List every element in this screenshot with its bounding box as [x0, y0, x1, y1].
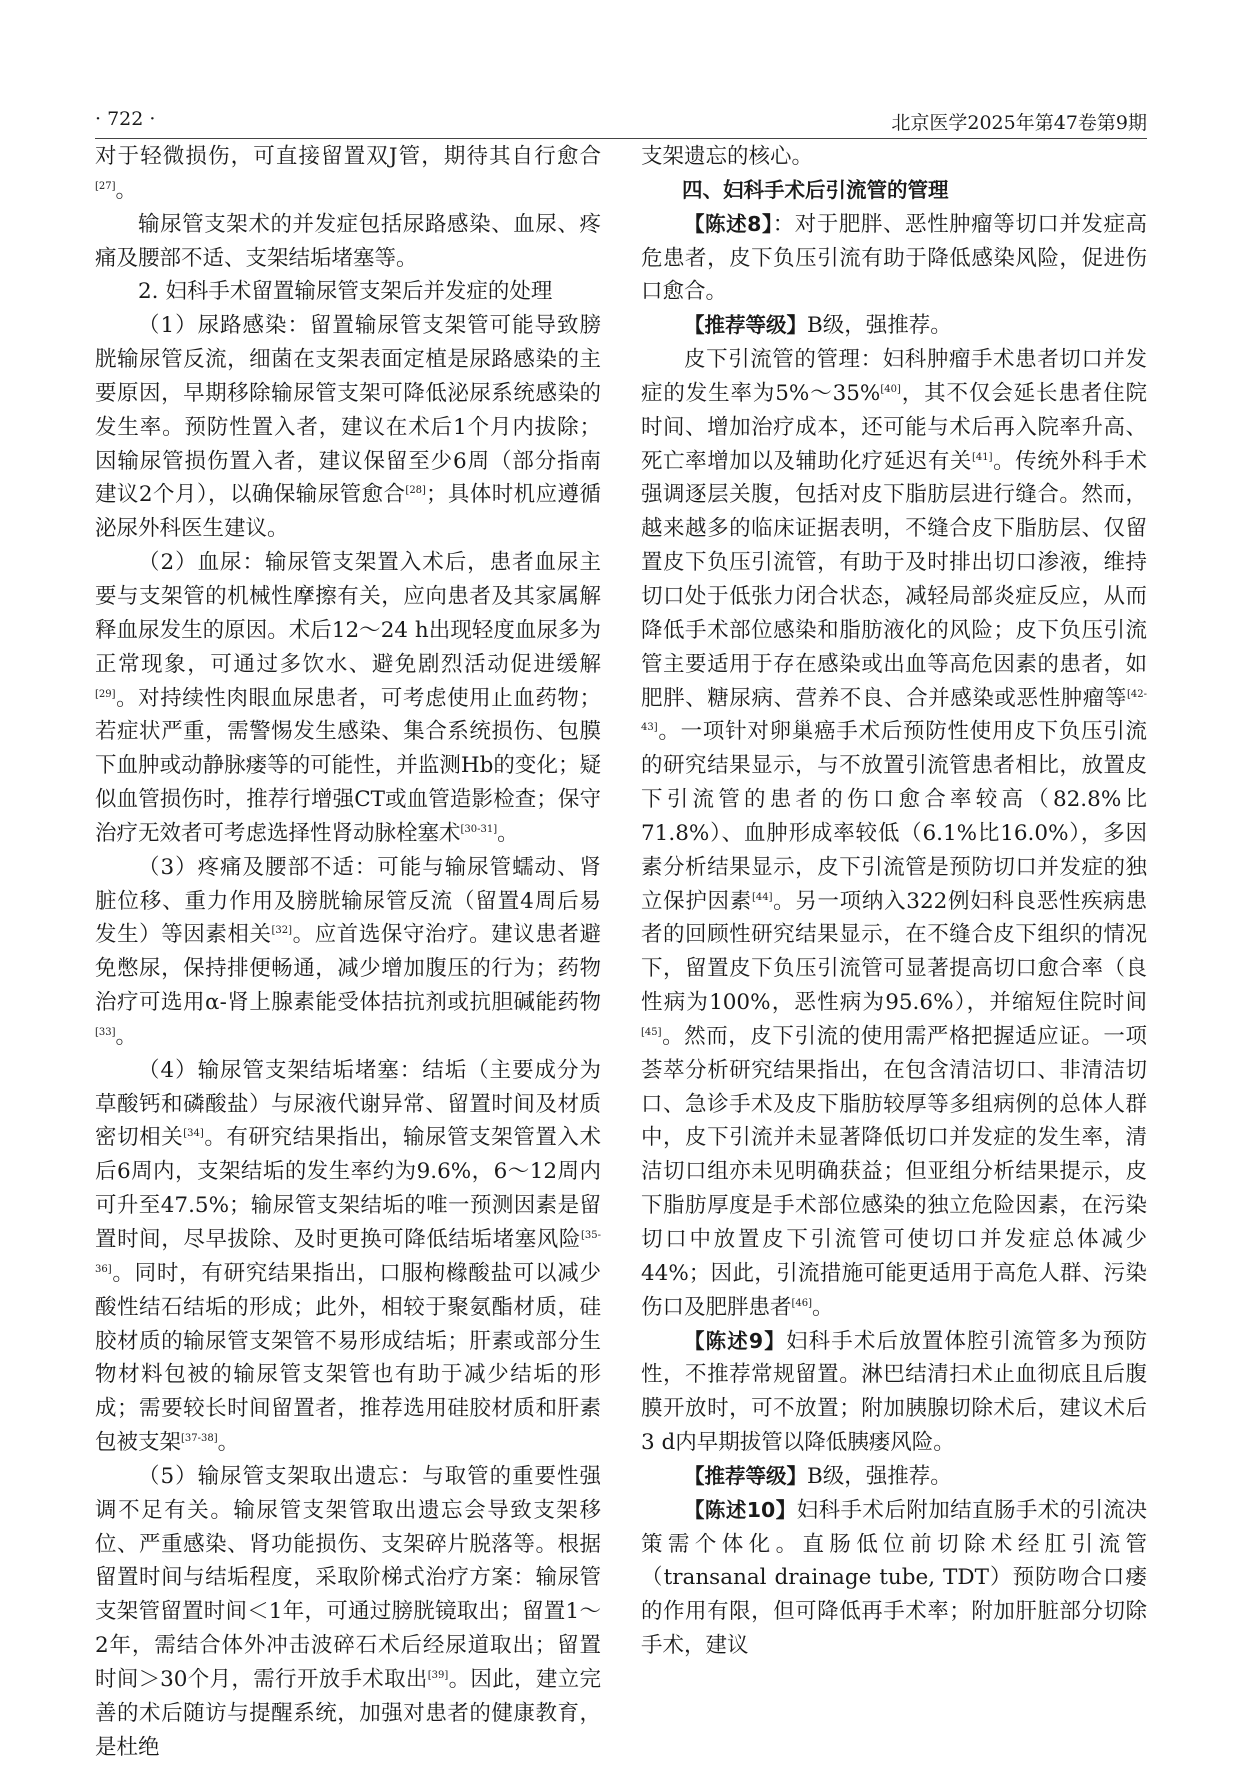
citation: [27]	[95, 180, 116, 192]
citation: [42-43]	[641, 688, 1147, 734]
running-header	[95, 104, 1147, 139]
paragraph: （4）输尿管支架结垢堵塞：结垢（主要成分为草酸钙和磷酸盐）与尿液代谢异常、留置时间及材质密切相关[34]。有研究结果指出，输尿管支架管置入术后6周内，支架结垢的发生率约为9.6%，6～12周内可升至47.5%；输尿管支架结垢的唯一预测因素是留置时间，尽早拔除、及时更换可降低结垢堵塞风险[35-36]。同时，有研究结果指出，口服枸橼酸盐可以减少酸性结石结垢的形成；此外，相较于聚氨酯材质，硅胶材质的输尿管支架管不易形成结垢；肝素或部分生物材料包被的输尿管支架管也有助于减少结垢的形成；需要较长时间留置者，推荐选用硅胶材质和肝素包被支架[37-38]。	[95, 1057, 601, 1456]
journal-title: 北京医学2025年第47卷第9期	[891, 112, 1147, 134]
statement-tag: 【陈述9】	[684, 1328, 786, 1353]
paragraph: （3）疼痛及腰部不适：可能与输尿管蠕动、肾脏位移、重力作用及膀胱输尿管反流（留置4周后易发生）等因素相关[32]。应首选保守治疗。建议患者避免憋尿，保持排便畅通，减少增加腹压的行为；药物治疗可选用α-肾上腺素能受体拮抗剂或抗胆碱能药物[33]。	[95, 854, 601, 1049]
citation: [46]	[791, 1297, 813, 1309]
paragraph: 皮下引流管的管理：妇科肿瘤手术患者切口并发症的发生率为5%～35%[40]，其不仅会延长患者住院时间、增加治疗成本，还可能与术后再入院率升高、死亡率增加以及辅助化疗延迟有关[41]。传统外科手术强调逐层关腹，包括对皮下脂肪层进行缝合。然而，越来越多的临床证据表明，不缝合皮下脂肪层、仅留置皮下负压引流管，有助于及时排出切口渗液，维持切口处于低张力闭合状态，减轻局部炎症反应，从而降低手术部位感染和脂肪液化的风险；皮下负压引流管主要适用于存在感染或出血等高危因素的患者，如肥胖、糖尿病、营养不良、合并感染或恶性肿瘤等[42-43]。一项针对卵巢癌手术后预防性使用皮下负压引流的研究结果显示，与不放置引流管患者相比，放置皮下引流管的患者的伤口愈合率较高（82.8%比71.8%）、血肿形成率较低（6.1%比16.0%），多因素分析结果显示，皮下引流管是预防切口并发症的独立保护因素[44]。另一项纳入322例妇科良恶性疾病患者的回顾性研究结果显示，在不缝合皮下组织的情况下，留置皮下负压引流管可显著提高切口愈合率（良性病为100%，恶性病为95.6%），并缩短住院时间[45]。然而，皮下引流的使用需严格把握适应证。一项荟萃分析研究结果指出，在包含清洁切口、非清洁切口、急诊手术及皮下脂肪较厚等多组病例的总体人群中，皮下引流并未显著降低切口并发症的发生率，清洁切口组亦未见明确获益；但亚组分析结果提示，皮下脂肪厚度是手术部位感染的独立危险因素，在污染切口中放置皮下引流管可使切口并发症总体减少44%；因此，引流措施可能更适用于高危人群、污染伤口及肥胖患者[46]。	[641, 347, 1147, 1320]
paragraph: （2）血尿：输尿管支架置入术后，患者血尿主要与支架管的机械性摩擦有关，应向患者及其家属解释血尿发生的原因。术后12～24 h出现轻度血尿多为正常现象，可通过多饮水、避免剧烈活动促进缓解[29]。对持续性肉眼血尿患者，可考虑使用止血药物；若症状严重，需警惕发生感染、集合系统损伤、包膜下血肿或动静脉瘘等的可能性，并监测Hb的变化；疑似血管损伤时，推荐行增强CT或血管造影检查；保守治疗无效者可考虑选择性肾动脉栓塞术[30-31]。	[95, 550, 601, 846]
citation: [44]	[751, 891, 773, 903]
paragraph: 对于轻微损伤，可直接留置双J管，期待其自行愈合[27]。	[95, 144, 601, 203]
left-column	[95, 140, 601, 1765]
statement-tag: 【陈述10】	[684, 1497, 797, 1522]
statement-9: 【陈述9】妇科手术后放置体腔引流管多为预防性，不推荐常规留置。淋巴结清扫术止血彻底且后腹膜开放时，可不放置；附加胰腺切除术后，建议术后3 d内早期拔管以降低胰瘘风险。	[641, 1328, 1147, 1456]
citation: [28]	[405, 485, 426, 497]
paragraph: （1）尿路感染：留置输尿管支架管可能导致膀胱输尿管反流，细菌在支架表面定植是尿路感染的主要原因，早期移除输尿管支架可降低泌尿系统感染的发生率。预防性置入者，建议在术后1个月内拔除；因输尿管损伤置入者，建议保留至少6周（部分指南建议2个月），以确保输尿管愈合[28]；具体时机应遵循泌尿外科医生建议。	[95, 313, 601, 542]
citation: [41]	[971, 451, 993, 463]
citation: [37-38]	[181, 1433, 218, 1445]
citation: [45]	[641, 1026, 662, 1038]
right-column	[641, 140, 1147, 1663]
statement-8: 【陈述8】：对于肥胖、恶性肿瘤等切口并发症高危患者，皮下负压引流有助于降低感染风险，促进伤口愈合。	[641, 211, 1147, 305]
citation: [29]	[95, 688, 116, 700]
citation: [34]	[183, 1128, 204, 1140]
citation: [32]	[271, 925, 293, 937]
paragraph: 支架遗忘的核心。	[641, 144, 814, 169]
grade-8: 【推荐等级】B级，强推荐。	[684, 313, 952, 339]
citation: [30-31]	[460, 823, 498, 835]
citation: [35-36]	[95, 1230, 601, 1275]
page-number: · 722 ·	[95, 108, 156, 130]
statement-10: 【陈述10】妇科手术后附加结直肠手术的引流决策需个体化。直肠低位前切除术经肛引流管（transanal drainage tube, TDT）预防吻合口瘘的作用有限，但可降低再手术率；附加肝脏部分切除手术，建议	[641, 1497, 1147, 1659]
paragraph: 输尿管支架术的并发症包括尿路感染、血尿、疼痛及腰部不适、支架结垢堵塞等。	[95, 211, 601, 271]
grade-9: 【推荐等级】B级，强推荐。	[684, 1463, 952, 1489]
grade-tag: 【推荐等级】	[684, 1463, 807, 1488]
grade-tag: 【推荐等级】	[684, 313, 807, 338]
citation: [33]	[95, 1026, 116, 1038]
section-heading: 四、妇科手术后引流管的管理	[682, 177, 949, 202]
paragraph: （5）输尿管支架取出遗忘：与取管的重要性强调不足有关。输尿管支架管取出遗忘会导致支架移位、严重感染、肾功能损伤、支架碎片脱落等。根据留置时间与结垢程度，采取阶梯式治疗方案：输尿管支架管留置时间＜1年，可通过膀胱镜取出；留置1～2年，需结合体外冲击波碎石术后经尿道取出；留置时间＞30个月，需行开放手术取出[39]。因此，建立完善的术后随访与提醒系统，加强对患者的健康教育，是杜绝	[95, 1463, 601, 1760]
statement-tag: 【陈述8】	[684, 211, 773, 236]
section-heading: 2. 妇科手术留置输尿管支架后并发症的处理	[138, 279, 553, 305]
citation: [39]	[427, 1669, 449, 1681]
citation: [40]	[880, 383, 901, 395]
